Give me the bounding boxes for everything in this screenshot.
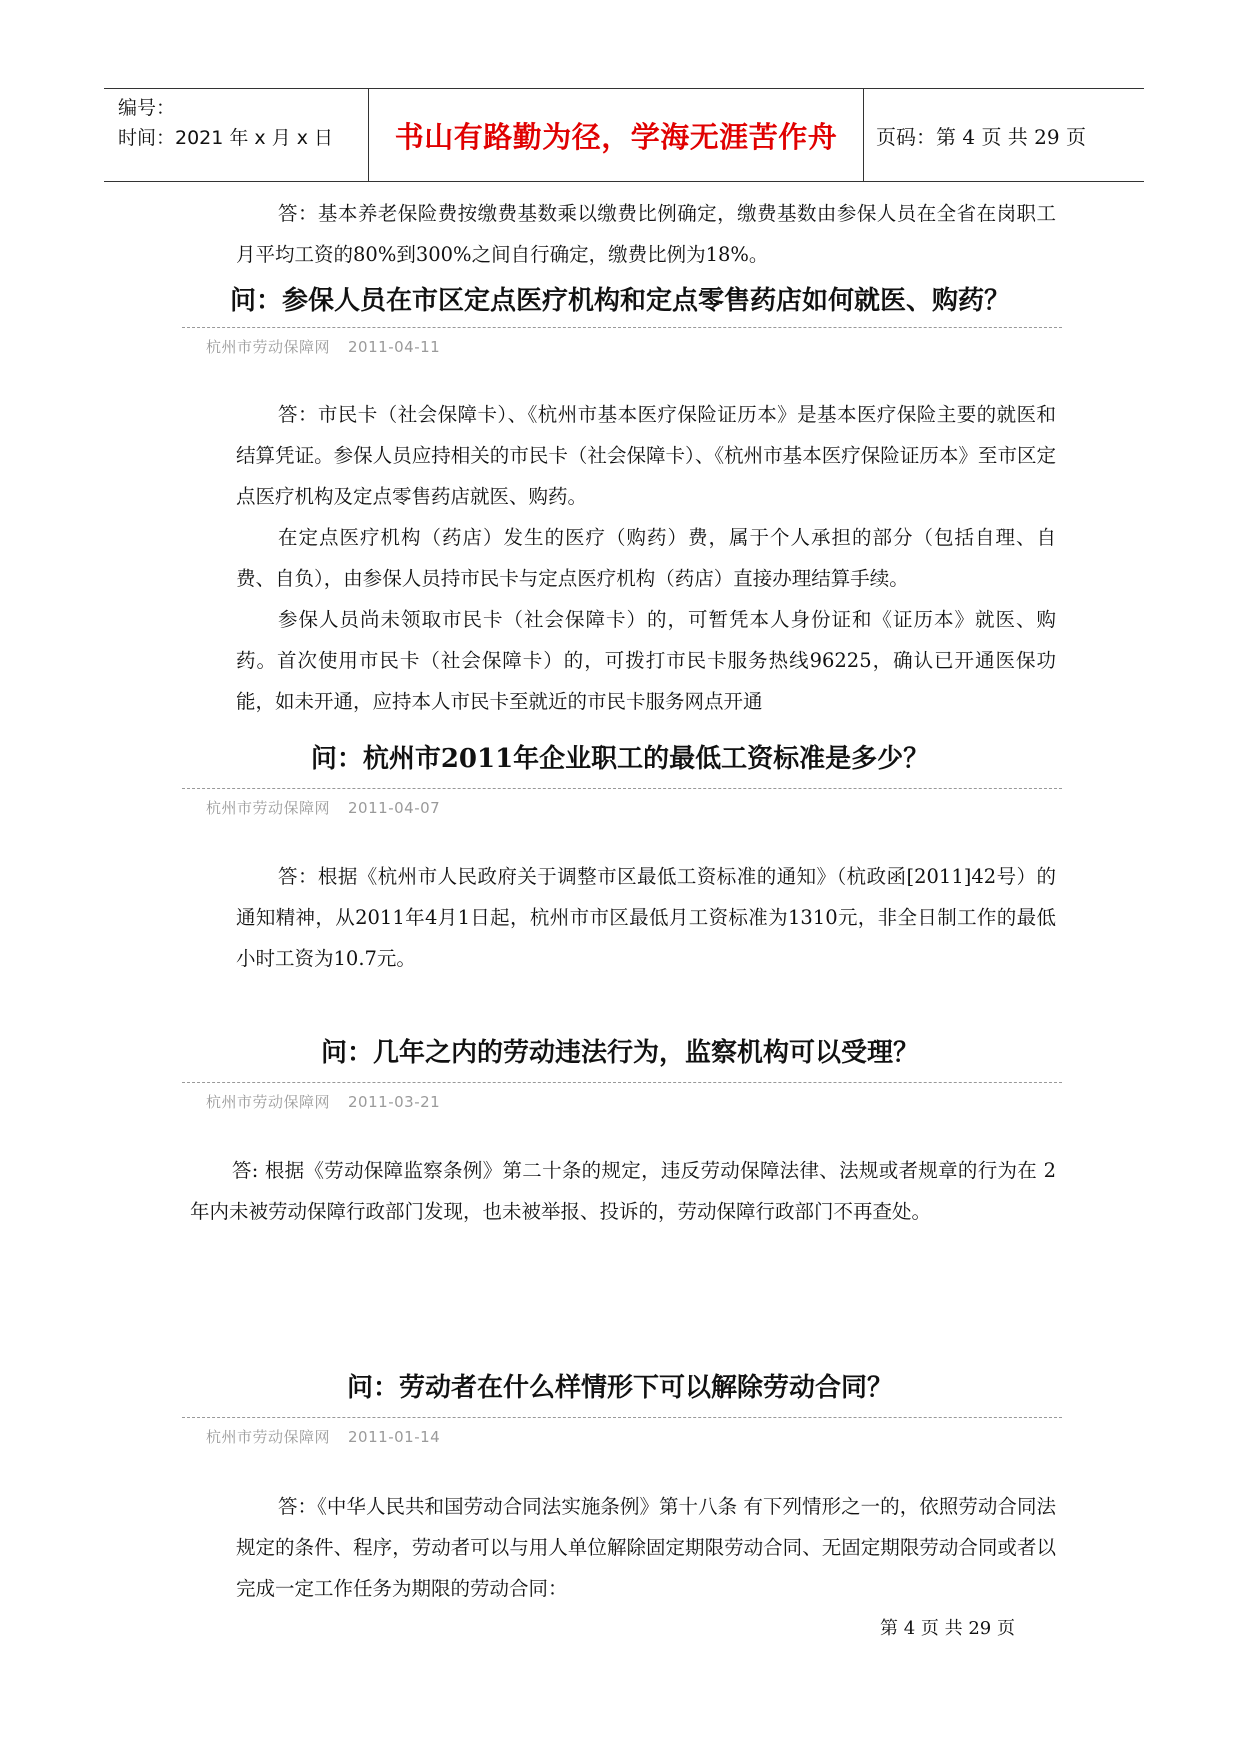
source-date-1: 2011-04-11 (348, 338, 441, 356)
q3-answer-p1: 答: 根据《劳动保障监察条例》第二十条的规定，违反劳动保障法律、法规或者规章的行为在 2 年内未被劳动保障行政部门发现，也未被举报、投诉的，劳动保障行政部门不再查处。 (190, 1159, 1056, 1223)
q1-answer-p1: 答：市民卡（社会保障卡）、《杭州市基本医疗保险证历本》是基本医疗保险主要的就医和结算凭证。参保人员应持相关的市民卡（社会保障卡）、《杭州市基本医疗保险证历本》至市区定点医疗机构及定点零售药店就医、购药。 (236, 403, 1056, 508)
intro-answer: 答：基本养老保险费按缴费基数乘以缴费比例确定，缴费基数由参保人员在全省在岗职工月平均工资的80%到300%之间自行确定，缴费比例为18%。 (236, 202, 1056, 266)
source-meta-1 (206, 336, 440, 357)
source-name-2: 杭州市劳动保障网 (206, 799, 331, 817)
source-meta-3 (206, 1091, 440, 1112)
page-info: 页码：第 4 页 共 29 页 (876, 124, 1086, 149)
q4-answer-p1: 答：《中华人民共和国劳动合同法实施条例》第十八条 有下列情形之一的，依照劳动合同法规定的条件、程序，劳动者可以与用人单位解除固定期限劳动合同、无固定期限劳动合同或者以完成一定工作任务为期限的劳动合同： (236, 1495, 1056, 1600)
source-date-3: 2011-03-21 (348, 1093, 441, 1111)
question-title-2: 问：杭州市2011年企业职工的最低工资标准是多少？ (310, 744, 930, 774)
source-name-1: 杭州市劳动保障网 (206, 338, 331, 356)
source-date-2: 2011-04-07 (348, 799, 441, 817)
header-left-cell (104, 89, 368, 181)
q1-answer-p2: 在定点医疗机构（药店）发生的医疗（购药）费，属于个人承担的部分（包括自理、自费、自负），由参保人员持市民卡与定点医疗机构（药店）直接办理结算手续。 (236, 526, 1056, 590)
page-footer: 第 4 页 共 29 页 (880, 1618, 1015, 1639)
question-title-3: 问：几年之内的劳动违法行为，监察机构可以受理？ (320, 1038, 919, 1068)
source-name-3: 杭州市劳动保障网 (206, 1093, 331, 1111)
divider-1 (182, 327, 1062, 328)
source-date-4: 2011-01-14 (348, 1428, 441, 1446)
question-title-1: 问：参保人员在市区定点医疗机构和定点零售药店如何就医、购药？ (229, 286, 1010, 316)
divider-2 (182, 788, 1062, 789)
header-motto-cell (368, 89, 864, 181)
motto-text: 书山有路勤为径，学海无涯苦作舟 (394, 119, 838, 154)
q1-answer-p3: 参保人员尚未领取市民卡（社会保障卡）的，可暂凭本人身份证和《证历本》就医、购药。首次使用市民卡（社会保障卡）的，可拨打市民卡服务热线96225，确认已开通医保功能，如未开通，应持本人市民卡至就近的市民卡服务网点开通 (236, 608, 1056, 713)
page-header (104, 88, 1144, 182)
number-label: 编号： (118, 97, 176, 119)
divider-4 (182, 1417, 1062, 1418)
time-label: 时间：2021 年 x 月 x 日 (118, 127, 334, 149)
question-title-4: 问：劳动者在什么样情形下可以解除劳动合同？ (346, 1373, 893, 1403)
q2-answer-p1: 答：根据《杭州市人民政府关于调整市区最低工资标准的通知》（杭政函[2011]42号）的通知精神，从2011年4月1日起，杭州市市区最低月工资标准为1310元，非全日制工作的最低小时工资为10.7元。 (236, 865, 1056, 970)
source-meta-2 (206, 797, 440, 818)
header-page-cell (864, 89, 1144, 181)
source-meta-4 (206, 1426, 440, 1447)
source-name-4: 杭州市劳动保障网 (206, 1428, 331, 1446)
divider-3 (182, 1082, 1062, 1083)
